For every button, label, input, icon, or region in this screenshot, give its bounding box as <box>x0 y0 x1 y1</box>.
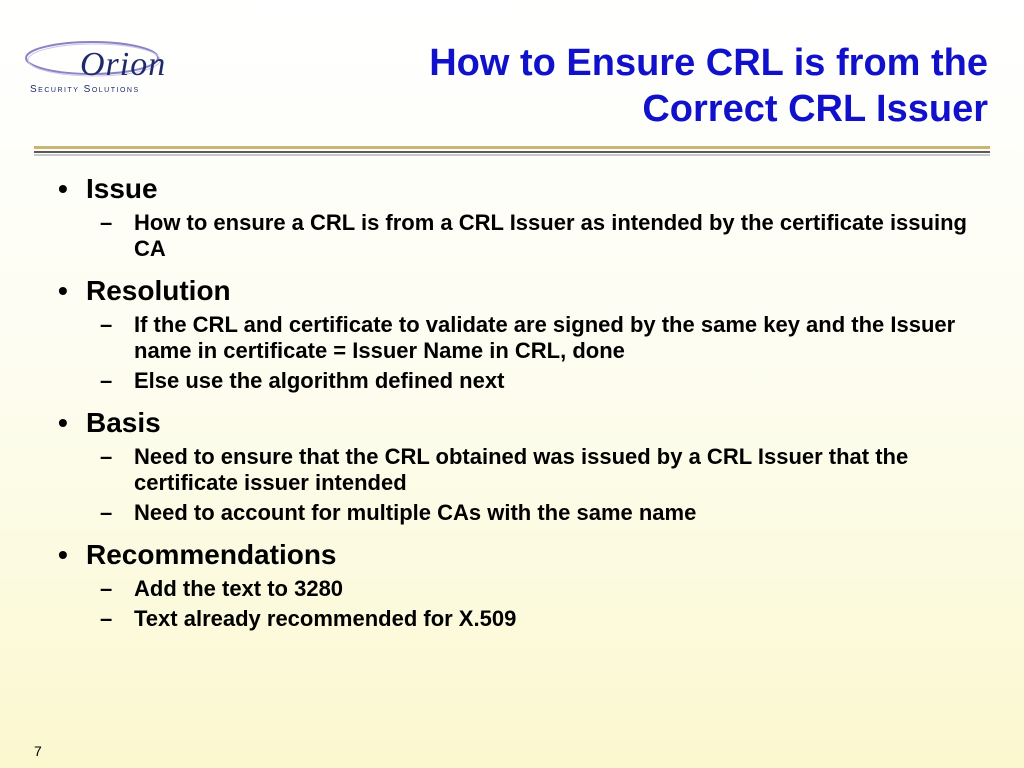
sub-item <box>52 368 982 394</box>
orion-logo <box>22 28 192 100</box>
sub-item <box>52 500 982 526</box>
sub-item-text: Else use the algorithm defined next <box>134 368 505 393</box>
dash-icon: – <box>100 312 113 337</box>
dash-icon: – <box>100 368 113 393</box>
sub-item <box>52 210 982 262</box>
sub-item-text: If the CRL and certificate to validate are signed by the same key and the Issuer name in certificate = Issuer Name in CRL, done <box>134 312 956 363</box>
dash-icon: – <box>100 606 113 631</box>
bullet-icon: • <box>58 275 68 306</box>
sub-item-text: Add the text to 3280 <box>134 576 344 601</box>
section-heading: Basis <box>86 407 161 438</box>
bullet-icon: • <box>58 539 68 570</box>
page-number: 7 <box>34 743 42 759</box>
section-basis <box>52 406 982 440</box>
logo-tagline: Security Solutions <box>30 84 140 95</box>
dash-icon: – <box>100 576 113 601</box>
sub-item <box>52 606 982 632</box>
sub-item <box>52 312 982 364</box>
section-heading: Issue <box>86 173 158 204</box>
section-resolution <box>52 274 982 308</box>
bullet-icon: • <box>58 407 68 438</box>
slide-title-line-1: How to Ensure CRL is from the <box>429 42 988 84</box>
sub-item-text: Need to account for multiple CAs with the same name <box>134 500 697 525</box>
section-heading: Resolution <box>86 275 231 306</box>
section-issue <box>52 172 982 206</box>
dash-icon: – <box>100 444 113 469</box>
title-rule-light <box>34 154 990 156</box>
slide-body <box>52 172 982 632</box>
dash-icon: – <box>100 500 113 525</box>
logo-wordmark: Orion <box>80 46 167 83</box>
bullet-icon: • <box>58 173 68 204</box>
sub-item <box>52 444 982 496</box>
section-recommendations <box>52 538 982 572</box>
title-rule-dark <box>34 151 990 153</box>
sub-item <box>52 576 982 602</box>
sub-item-text: How to ensure a CRL is from a CRL Issuer as intended by the certificate issuing CA <box>134 210 967 261</box>
dash-icon: – <box>100 210 113 235</box>
section-heading: Recommendations <box>86 539 337 570</box>
slide-title-line-2: Correct CRL Issuer <box>642 88 988 130</box>
sub-item-text: Need to ensure that the CRL obtained was issued by a CRL Issuer that the certificate issuer intended <box>134 444 909 495</box>
title-rule-gold <box>34 146 990 149</box>
slide-title <box>288 40 988 132</box>
sub-item-text: Text already recommended for X.509 <box>134 606 517 631</box>
